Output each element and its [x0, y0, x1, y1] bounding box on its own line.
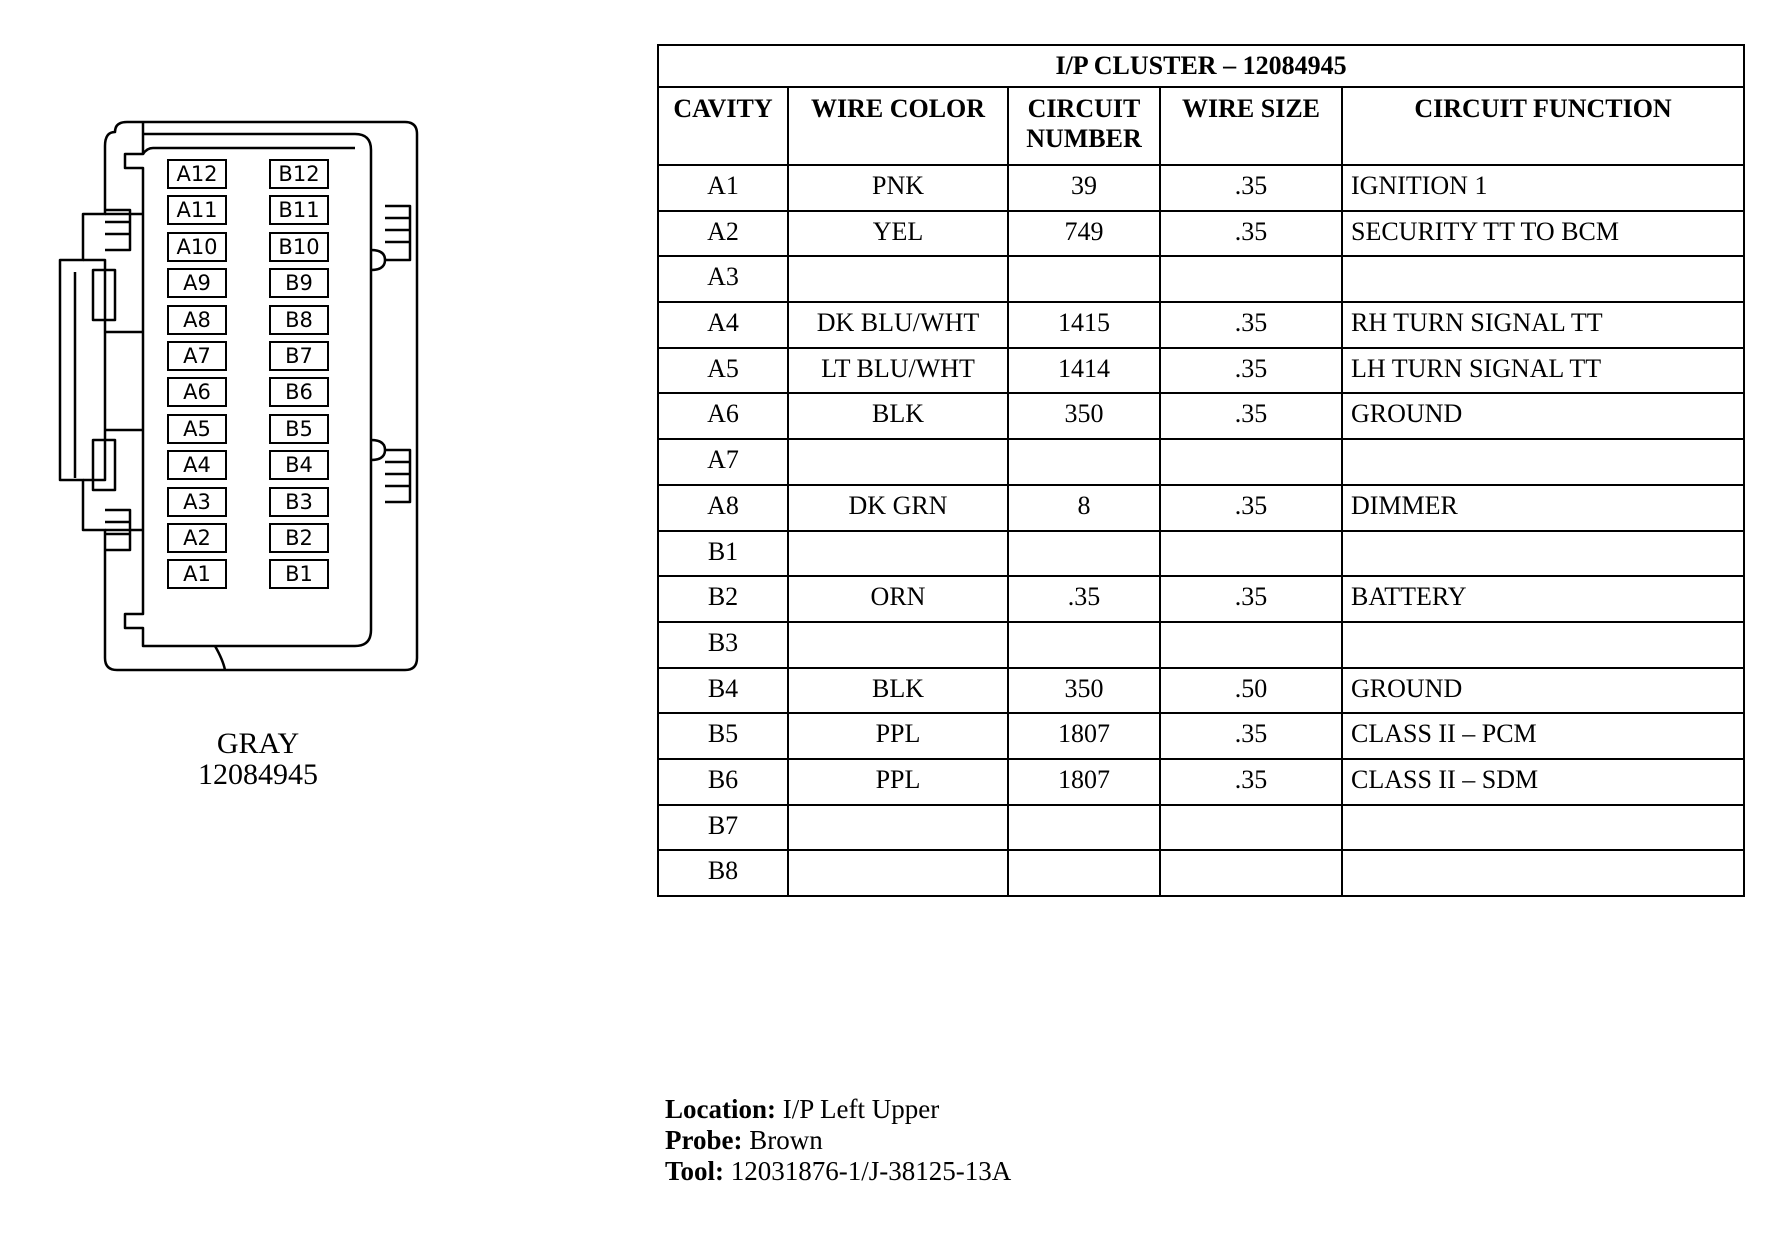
- location-line: [665, 1094, 1011, 1125]
- cell-wire-color: DK GRN: [788, 485, 1008, 531]
- cell-wire-color: [788, 439, 1008, 485]
- cell-circuit-function: RH TURN SIGNAL TT: [1342, 302, 1744, 348]
- pin-label: A5: [167, 414, 227, 444]
- connector-color-label: GRAY: [216, 727, 300, 760]
- table-row: [658, 713, 1744, 759]
- cell-cavity: A6: [658, 393, 788, 439]
- cell-cavity: B7: [658, 805, 788, 851]
- cell-wire-size: [1160, 256, 1342, 302]
- cell-wire-size: .35: [1160, 576, 1342, 622]
- pin-label: A12: [167, 159, 227, 189]
- pin-label: B11: [269, 195, 329, 225]
- pin-label: A11: [167, 195, 227, 225]
- pin-label: A3: [167, 487, 227, 517]
- location-info: [665, 1094, 1011, 1187]
- cell-circuit-number: 39: [1008, 165, 1160, 211]
- cell-wire-size: .35: [1160, 759, 1342, 805]
- cell-circuit-number: [1008, 531, 1160, 577]
- pin-label: A8: [167, 305, 227, 335]
- cell-cavity: A3: [658, 256, 788, 302]
- table-row: [658, 622, 1744, 668]
- pin-label: B10: [269, 232, 329, 262]
- cell-cavity: B5: [658, 713, 788, 759]
- cell-circuit-function: GROUND: [1342, 668, 1744, 714]
- cell-wire-color: BLK: [788, 393, 1008, 439]
- header-cavity: CAVITY: [658, 87, 788, 165]
- tool-line: [665, 1156, 1011, 1187]
- cell-wire-size: .35: [1160, 713, 1342, 759]
- cell-circuit-function: [1342, 439, 1744, 485]
- cell-circuit-function: [1342, 805, 1744, 851]
- cell-wire-color: [788, 531, 1008, 577]
- cell-wire-size: [1160, 850, 1342, 896]
- cell-circuit-number: 8: [1008, 485, 1160, 531]
- cell-circuit-number: 350: [1008, 668, 1160, 714]
- table-row: [658, 256, 1744, 302]
- pin-label: A2: [167, 523, 227, 553]
- pin-label: A9: [167, 268, 227, 298]
- cell-circuit-function: [1342, 256, 1744, 302]
- cell-cavity: A7: [658, 439, 788, 485]
- table-row: [658, 576, 1744, 622]
- cell-circuit-number: [1008, 439, 1160, 485]
- table-row: [658, 211, 1744, 257]
- pin-label: B1: [269, 559, 329, 589]
- cell-wire-size: .35: [1160, 348, 1342, 394]
- cell-circuit-number: [1008, 805, 1160, 851]
- pin-label: B4: [269, 450, 329, 480]
- cell-wire-size: [1160, 531, 1342, 577]
- table-row: [658, 850, 1744, 896]
- cell-circuit-function: BATTERY: [1342, 576, 1744, 622]
- cell-wire-color: [788, 622, 1008, 668]
- cell-circuit-number: .35: [1008, 576, 1160, 622]
- cell-wire-size: [1160, 805, 1342, 851]
- cell-wire-size: .50: [1160, 668, 1342, 714]
- location-value: I/P Left Upper: [782, 1094, 940, 1124]
- cell-cavity: B3: [658, 622, 788, 668]
- cell-wire-size: .35: [1160, 165, 1342, 211]
- table-row: [658, 668, 1744, 714]
- pinout-table: [657, 44, 1745, 897]
- probe-line: [665, 1125, 1011, 1156]
- cell-wire-color: PNK: [788, 165, 1008, 211]
- header-circuit-number: CIRCUIT NUMBER: [1008, 87, 1160, 165]
- pin-label: B12: [269, 159, 329, 189]
- cell-wire-size: .35: [1160, 485, 1342, 531]
- cell-wire-color: PPL: [788, 713, 1008, 759]
- cell-circuit-number: 1414: [1008, 348, 1160, 394]
- cell-cavity: B4: [658, 668, 788, 714]
- cell-cavity: B1: [658, 531, 788, 577]
- pin-label: B9: [269, 268, 329, 298]
- table-row: [658, 485, 1744, 531]
- cell-wire-color: [788, 256, 1008, 302]
- pin-label: B7: [269, 341, 329, 371]
- cell-circuit-number: 350: [1008, 393, 1160, 439]
- cell-wire-size: .35: [1160, 211, 1342, 257]
- header-wire-size: WIRE SIZE: [1160, 87, 1342, 165]
- table-row: [658, 348, 1744, 394]
- probe-label: Probe:: [665, 1125, 743, 1155]
- table-row: [658, 805, 1744, 851]
- cell-circuit-number: [1008, 622, 1160, 668]
- location-label: Location:: [665, 1094, 776, 1124]
- tool-value: 12031876-1/J-38125-13A: [730, 1156, 1012, 1186]
- tool-label: Tool:: [665, 1156, 725, 1186]
- cell-circuit-function: DIMMER: [1342, 485, 1744, 531]
- cell-cavity: B6: [658, 759, 788, 805]
- cell-cavity: B8: [658, 850, 788, 896]
- pin-label: B2: [269, 523, 329, 553]
- pin-label: B5: [269, 414, 329, 444]
- cell-wire-color: PPL: [788, 759, 1008, 805]
- cell-wire-size: .35: [1160, 393, 1342, 439]
- cell-wire-color: ORN: [788, 576, 1008, 622]
- connector-part-number: 12084945: [198, 758, 318, 791]
- cell-wire-color: LT BLU/WHT: [788, 348, 1008, 394]
- table-row: [658, 302, 1744, 348]
- table-row: [658, 393, 1744, 439]
- cell-wire-color: BLK: [788, 668, 1008, 714]
- table-body: [658, 165, 1744, 896]
- cell-circuit-function: IGNITION 1: [1342, 165, 1744, 211]
- cell-circuit-function: [1342, 622, 1744, 668]
- cell-cavity: A4: [658, 302, 788, 348]
- cell-cavity: A1: [658, 165, 788, 211]
- cell-cavity: A5: [658, 348, 788, 394]
- cell-circuit-function: CLASS II – SDM: [1342, 759, 1744, 805]
- pin-label: A6: [167, 377, 227, 407]
- cell-circuit-function: GROUND: [1342, 393, 1744, 439]
- header-wire-color: WIRE COLOR: [788, 87, 1008, 165]
- table-row: [658, 439, 1744, 485]
- pin-label: A10: [167, 232, 227, 262]
- table-row: [658, 759, 1744, 805]
- cell-cavity: A8: [658, 485, 788, 531]
- cell-circuit-number: 1415: [1008, 302, 1160, 348]
- cell-circuit-number: 1807: [1008, 759, 1160, 805]
- table-row: [658, 165, 1744, 211]
- cell-circuit-number: [1008, 850, 1160, 896]
- table-row: [658, 531, 1744, 577]
- cell-circuit-number: [1008, 256, 1160, 302]
- cell-wire-size: [1160, 439, 1342, 485]
- cell-wire-color: YEL: [788, 211, 1008, 257]
- cell-circuit-number: 1807: [1008, 713, 1160, 759]
- cell-circuit-function: [1342, 850, 1744, 896]
- table-title: I/P CLUSTER – 12084945: [658, 45, 1744, 87]
- pin-label: B8: [269, 305, 329, 335]
- pin-label: B6: [269, 377, 329, 407]
- cell-wire-color: [788, 850, 1008, 896]
- cell-wire-size: [1160, 622, 1342, 668]
- cell-circuit-function: [1342, 531, 1744, 577]
- cell-circuit-number: 749: [1008, 211, 1160, 257]
- cell-circuit-function: CLASS II – PCM: [1342, 713, 1744, 759]
- pin-label: A7: [167, 341, 227, 371]
- pin-label: A1: [167, 559, 227, 589]
- cell-wire-color: [788, 805, 1008, 851]
- cell-cavity: A2: [658, 211, 788, 257]
- pin-label: B3: [269, 487, 329, 517]
- connector-diagram: [55, 110, 385, 680]
- pin-label: A4: [167, 450, 227, 480]
- cell-cavity: B2: [658, 576, 788, 622]
- cell-circuit-function: LH TURN SIGNAL TT: [1342, 348, 1744, 394]
- cell-wire-size: .35: [1160, 302, 1342, 348]
- probe-value: Brown: [749, 1125, 823, 1155]
- header-circuit-function: CIRCUIT FUNCTION: [1342, 87, 1744, 165]
- cell-wire-color: DK BLU/WHT: [788, 302, 1008, 348]
- cell-circuit-function: SECURITY TT TO BCM: [1342, 211, 1744, 257]
